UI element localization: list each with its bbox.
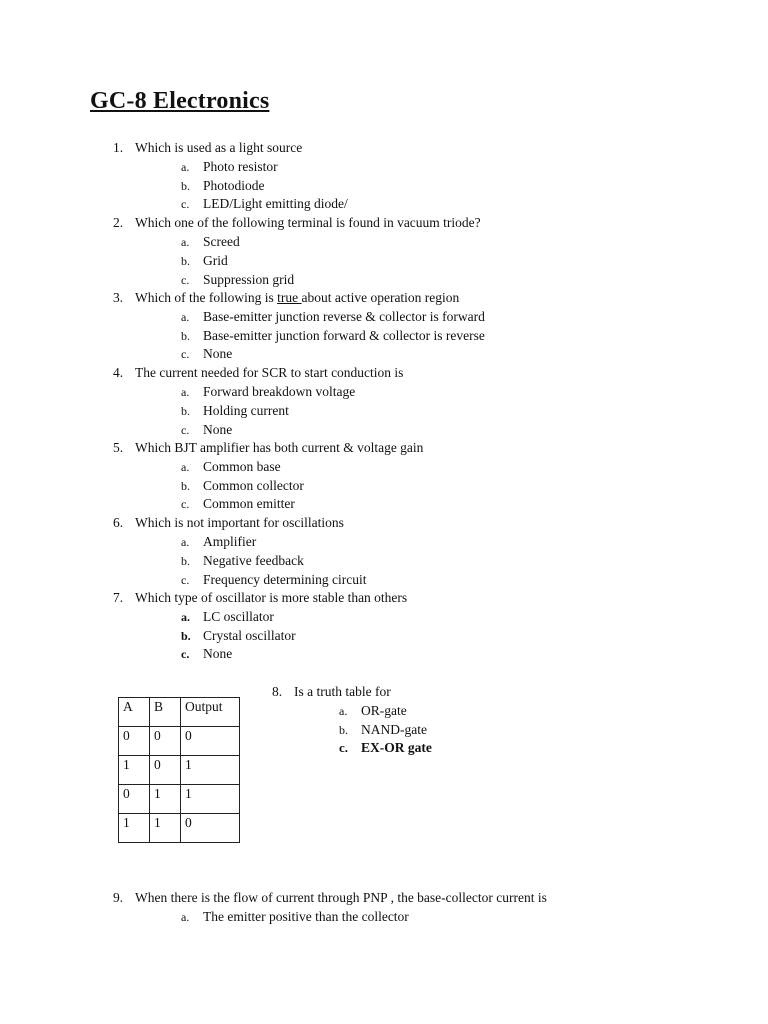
option-9a <box>181 908 409 926</box>
table-row <box>119 756 240 785</box>
table-row <box>119 727 240 756</box>
option-4c <box>181 421 232 439</box>
table-header-cell: A <box>119 698 150 727</box>
option-text: EX-OR gate <box>361 740 432 755</box>
option-1c <box>181 195 348 213</box>
option-3a <box>181 308 485 326</box>
option-text: Suppression grid <box>203 272 295 287</box>
option-letter: b. <box>181 404 190 418</box>
option-letter: a. <box>181 310 190 324</box>
option-letter: b. <box>181 329 190 343</box>
option-letter: a. <box>181 235 190 249</box>
question-8 <box>272 683 391 701</box>
option-letter: c. <box>181 647 190 661</box>
option-letter: c. <box>181 347 190 361</box>
option-letter: a. <box>181 385 190 399</box>
option-letter: a. <box>181 160 190 174</box>
question-2 <box>113 214 481 232</box>
question-number: 9. <box>113 890 124 905</box>
option-letter: c. <box>181 273 190 287</box>
option-2b <box>181 252 228 270</box>
option-text: None <box>203 646 233 661</box>
option-8a <box>339 702 407 720</box>
question-1 <box>113 139 302 157</box>
option-text: Common collector <box>203 478 304 493</box>
question-5 <box>113 439 423 457</box>
option-text: OR-gate <box>361 703 407 718</box>
question-text: Which of the following is <box>135 290 278 305</box>
question-number: 1. <box>113 140 124 155</box>
option-text: Common emitter <box>203 496 295 511</box>
option-letter: c. <box>339 740 349 755</box>
table-cell: 0 <box>150 727 181 756</box>
option-2a <box>181 233 240 251</box>
option-text: Crystal oscillator <box>203 628 296 643</box>
option-text: Amplifier <box>203 534 257 549</box>
page-title: GC-8 Electronics <box>90 88 270 114</box>
option-4b <box>181 402 289 420</box>
table-header-cell: Output <box>181 698 240 727</box>
truth-table <box>118 697 240 843</box>
question-4 <box>113 364 403 382</box>
question-text-rest: about active operation region <box>301 290 460 305</box>
option-text: Base-emitter junction reverse & collector is forward <box>203 309 485 324</box>
table-cell: 1 <box>181 756 240 785</box>
question-number: 4. <box>113 365 124 380</box>
option-text: LED/Light emitting diode/ <box>203 196 348 211</box>
option-text: NAND-gate <box>361 722 427 737</box>
option-8b <box>339 721 427 739</box>
table-cell: 0 <box>119 727 150 756</box>
question-number: 5. <box>113 440 124 455</box>
option-8c <box>339 739 432 757</box>
option-text: Forward breakdown voltage <box>203 384 356 399</box>
option-letter: b. <box>181 179 190 193</box>
question-text: Which is used as a light source <box>135 140 303 155</box>
question-text: Is a truth table for <box>294 684 391 699</box>
table-cell: 1 <box>150 814 181 843</box>
table-cell: 1 <box>119 756 150 785</box>
question-number: 6. <box>113 515 124 530</box>
option-3b <box>181 327 485 345</box>
question-3 <box>113 289 459 307</box>
table-row <box>119 785 240 814</box>
underlined-word: true <box>277 290 302 305</box>
table-cell: 0 <box>181 814 240 843</box>
question-number: 7. <box>113 590 124 605</box>
option-letter: a. <box>181 610 190 624</box>
option-letter: a. <box>181 460 190 474</box>
option-text: Holding current <box>203 403 289 418</box>
option-text: Grid <box>203 253 228 268</box>
option-text: Common base <box>203 459 281 474</box>
question-text: Which is not important for oscillations <box>135 515 344 530</box>
table-cell: 0 <box>181 727 240 756</box>
option-letter: b. <box>181 479 190 493</box>
table-cell: 1 <box>181 785 240 814</box>
option-text: Photodiode <box>203 178 265 193</box>
option-6c <box>181 571 366 589</box>
option-5b <box>181 477 304 495</box>
question-text: When there is the flow of current through PNP , the base-collector current is <box>135 890 547 905</box>
option-7a <box>181 608 274 626</box>
question-6 <box>113 514 344 532</box>
option-letter: c. <box>181 573 190 587</box>
option-4a <box>181 383 355 401</box>
option-3c <box>181 345 232 363</box>
question-number: 2. <box>113 215 124 230</box>
table-cell: 1 <box>119 814 150 843</box>
question-number: 3. <box>113 290 124 305</box>
table-header-cell: B <box>150 698 181 727</box>
option-letter: a. <box>181 910 190 924</box>
option-2c <box>181 271 294 289</box>
option-letter: b. <box>339 723 348 737</box>
question-text: Which type of oscillator is more stable than others <box>135 590 408 605</box>
option-7b <box>181 627 296 645</box>
option-letter: b. <box>181 629 191 643</box>
option-5c <box>181 495 295 513</box>
option-letter: c. <box>181 423 190 437</box>
option-text: Frequency determining circuit <box>203 572 367 587</box>
table-header-row <box>119 698 240 727</box>
option-6a <box>181 533 256 551</box>
question-7 <box>113 589 407 607</box>
option-text: Base-emitter junction forward & collector is reverse <box>203 328 485 343</box>
question-9 <box>113 889 547 907</box>
option-text: None <box>203 346 233 361</box>
question-text: Which one of the following terminal is found in vacuum triode? <box>135 215 481 230</box>
option-text: None <box>203 422 233 437</box>
option-text: LC oscillator <box>203 609 274 624</box>
option-6b <box>181 552 304 570</box>
option-text: Negative feedback <box>203 553 304 568</box>
table-row <box>119 814 240 843</box>
option-5a <box>181 458 281 476</box>
question-number: 8. <box>272 684 283 699</box>
option-text: The emitter positive than the collector <box>203 909 409 924</box>
option-letter: a. <box>181 535 190 549</box>
table-cell: 0 <box>150 756 181 785</box>
option-letter: b. <box>181 254 190 268</box>
option-letter: c. <box>181 197 190 211</box>
option-text: Photo resistor <box>203 159 278 174</box>
question-text: Which BJT amplifier has both current & voltage gain <box>135 440 424 455</box>
table-cell: 1 <box>150 785 181 814</box>
option-letter: a. <box>339 704 348 718</box>
question-text: The current needed for SCR to start conduction is <box>135 365 404 380</box>
option-7c <box>181 645 232 663</box>
table-cell: 0 <box>119 785 150 814</box>
option-letter: c. <box>181 497 190 511</box>
option-text: Screed <box>203 234 240 249</box>
option-letter: b. <box>181 554 190 568</box>
option-1b <box>181 177 265 195</box>
option-1a <box>181 158 278 176</box>
